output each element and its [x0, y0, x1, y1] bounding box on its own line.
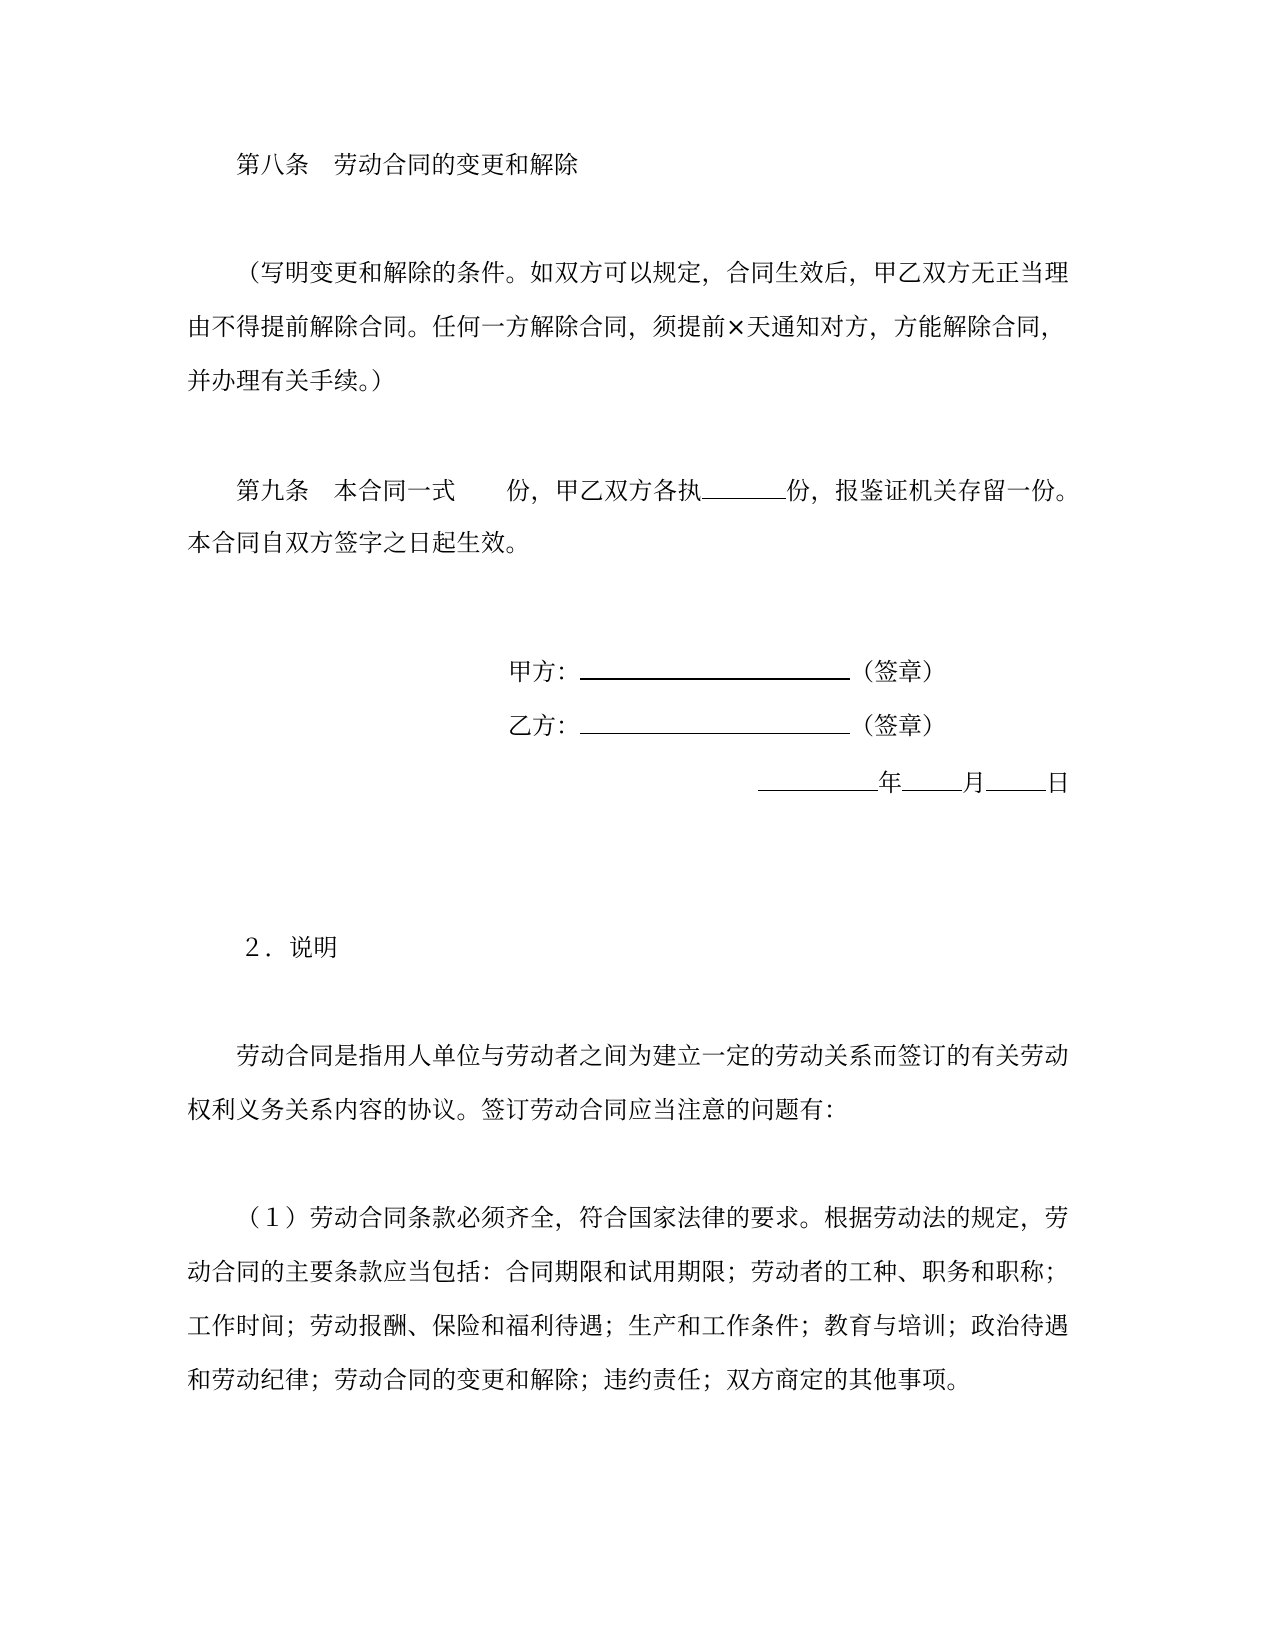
section2-intro-line1: 劳动合同是指用人单位与劳动者之间为建立一定的劳动关系而签订的有关劳动 [236, 1042, 1069, 1070]
signature-date-row [758, 766, 1070, 798]
party-a-signature-row [508, 654, 946, 687]
month-field[interactable] [902, 766, 962, 791]
article9-number: 第九条 [236, 477, 310, 505]
day-label: 日 [1046, 769, 1070, 797]
article9-text-a: 本合同一式 [333, 477, 456, 505]
article9-line2: 本合同自双方签字之日起生效。 [187, 529, 530, 557]
party-a-signature-field[interactable] [580, 654, 850, 680]
section2-heading: ２．说明 [240, 934, 338, 962]
article9-text-b: 份，甲乙双方各执 [506, 477, 702, 505]
year-label: 年 [878, 769, 902, 797]
item1-line4: 和劳动纪律；劳动合同的变更和解除；违约责任；双方商定的其他事项。 [187, 1366, 971, 1394]
item1-line2: 动合同的主要条款应当包括：合同期限和试用期限；劳动者的工种、职务和职称； [187, 1258, 1069, 1286]
article8-title: 劳动合同的变更和解除 [333, 151, 579, 179]
item1-line3: 工作时间；劳动报酬、保险和福利待遇；生产和工作条件；教育与培训；政治待遇 [187, 1312, 1069, 1340]
article8-note-line3: 并办理有关手续。） [187, 367, 396, 395]
party-b-signature-row [508, 709, 946, 741]
article8-note-line2: 由不得提前解除合同。任何一方解除合同，须提前×天通知对方，方能解除合同， [187, 313, 1066, 341]
party-b-seal-label: （签章） [850, 712, 946, 740]
party-a-seal-label: （签章） [850, 658, 946, 686]
copies-total-blank[interactable] [456, 475, 506, 499]
section2-intro-line2: 权利义务关系内容的协议。签订劳动合同应当注意的问题有： [187, 1096, 849, 1124]
article8-heading [236, 150, 579, 180]
article9-text-c: 份，报鉴证机关存留一份。 [786, 477, 1080, 505]
party-b-label: 乙方： [508, 712, 580, 740]
copies-each-blank[interactable] [702, 474, 786, 499]
party-b-signature-field[interactable] [580, 709, 850, 734]
article8-number: 第八条 [236, 151, 310, 179]
day-field[interactable] [986, 766, 1046, 791]
month-label: 月 [962, 769, 986, 797]
year-field[interactable] [758, 766, 878, 791]
item1-line1: （１）劳动合同条款必须齐全，符合国家法律的要求。根据劳动法的规定，劳 [236, 1204, 1069, 1232]
article9-line1 [236, 474, 1080, 506]
article8-note-line1: （写明变更和解除的条件。如双方可以规定，合同生效后，甲乙双方无正当理 [236, 259, 1069, 287]
party-a-label: 甲方： [508, 658, 580, 686]
